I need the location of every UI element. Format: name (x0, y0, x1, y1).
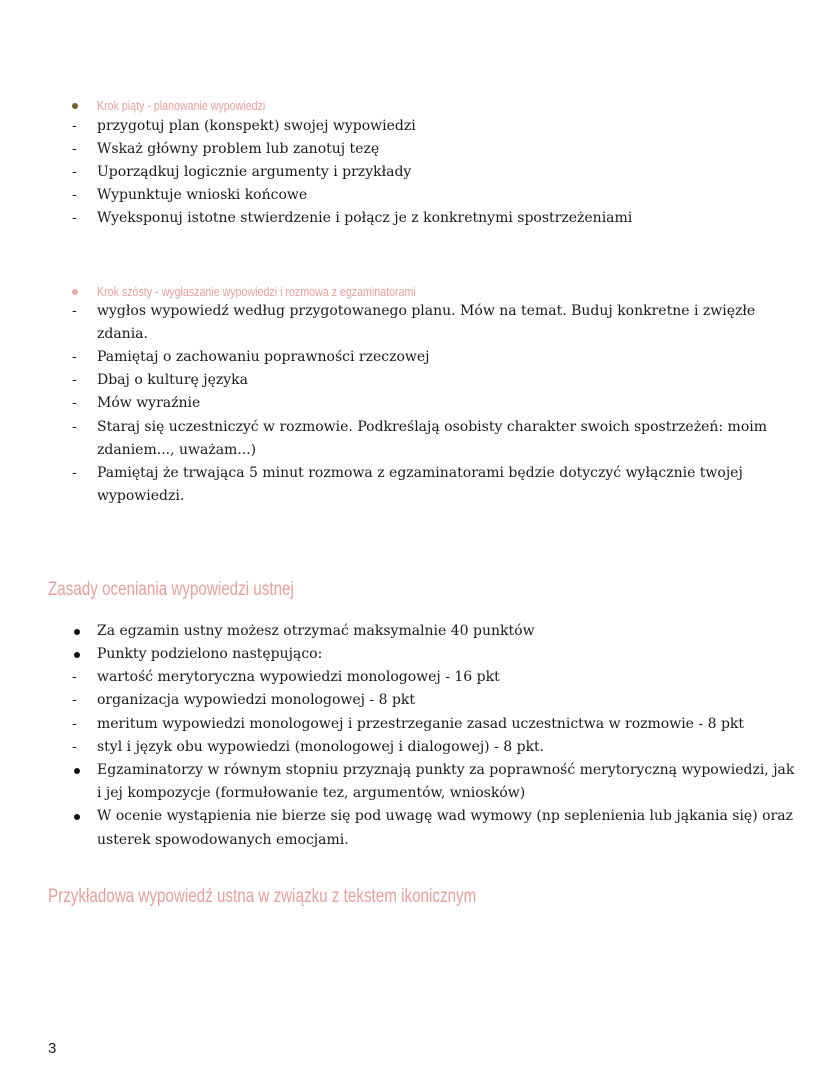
dash-icon: - (72, 372, 77, 388)
list-item: Wskaż główny problem lub zanotuj tezę (97, 141, 380, 157)
dash-icon: - (72, 118, 77, 134)
list-item: Staraj się uczestniczyć w rozmowie. Podkreślają osobisty charakter swoich spostrzeżeń: moim (97, 419, 768, 435)
dash-icon: - (72, 210, 77, 226)
list-item: meritum wypowiedzi monologowej i przestrzeganie zasad uczestnictwa w rozmowie - 8 pkt (97, 716, 745, 732)
dash-icon: - (72, 303, 77, 319)
dash-icon: - (72, 141, 77, 157)
dash-icon: - (72, 692, 77, 708)
list-item: Punkty podzielono następująco: (97, 646, 323, 662)
list-item: wartość merytoryczna wypowiedzi monologowej - 16 pkt (97, 669, 500, 685)
list-item-continuation: i jej kompozycje (formułowanie tez, argumentów, wniosków) (97, 785, 526, 801)
section-title-example: Przykładowa wypowiedź ustna w związku z tekstem ikonicznym (48, 886, 477, 907)
list-item: Pamiętaj że trwająca 5 minut rozmowa z egzaminatorami będzie dotyczyć wyłącznie twojej (97, 465, 743, 481)
step5-heading: Krok piąty - planowanie wypowiedzi (97, 98, 266, 113)
list-item-continuation: wypowiedzi. (97, 488, 185, 504)
dash-icon: - (72, 187, 77, 203)
list-item: Pamiętaj o zachowaniu poprawności rzeczowej (97, 349, 430, 365)
list-item: Uporządkuj logicznie argumenty i przykłady (97, 164, 412, 180)
bullet-icon (74, 814, 80, 820)
list-item-continuation: zdaniem..., uważam...) (97, 442, 257, 458)
dash-icon: - (72, 716, 77, 732)
step5-bullet-icon (72, 103, 78, 109)
bullet-icon (74, 652, 80, 658)
list-item: wygłos wypowiedź według przygotowanego planu. Mów na temat. Buduj konkretne i zwięzłe (97, 303, 756, 319)
bullet-icon (74, 768, 80, 774)
dash-icon: - (72, 465, 77, 481)
dash-icon: - (72, 739, 77, 755)
list-item-continuation: usterek spowodowanych emocjami. (97, 832, 349, 848)
list-item: Wypunktuje wnioski końcowe (97, 187, 308, 203)
list-item: Egzaminatorzy w równym stopniu przyznają punkty za poprawność merytoryczną wypowiedzi, jak (97, 762, 795, 778)
list-item-continuation: zdania. (97, 326, 148, 342)
dash-icon: - (72, 669, 77, 685)
list-item: przygotuj plan (konspekt) swojej wypowiedzi (97, 118, 416, 134)
step6-bullet-icon (72, 289, 78, 295)
list-item: organizacja wypowiedzi monologowej - 8 pkt (97, 692, 416, 708)
list-item: Dbaj o kulturę języka (97, 372, 248, 388)
step6-heading: Krok szósty - wygłaszanie wypowiedzi i rozmowa z egzaminatorami (97, 284, 416, 299)
dash-icon: - (72, 395, 77, 411)
page-number: 3 (48, 1040, 57, 1057)
bullet-icon (74, 629, 80, 635)
dash-icon: - (72, 349, 77, 365)
list-item: Wyeksponuj istotne stwierdzenie i połącz je z konkretnymi spostrzeżeniami (97, 210, 633, 226)
section-title-grading: Zasady oceniania wypowiedzi ustnej (48, 579, 294, 600)
list-item: Mów wyraźnie (97, 395, 201, 411)
dash-icon: - (72, 419, 77, 435)
dash-icon: - (72, 164, 77, 180)
list-item: styl i język obu wypowiedzi (monologowej i dialogowej) - 8 pkt. (97, 739, 545, 755)
list-item: Za egzamin ustny możesz otrzymać maksymalnie 40 punktów (97, 623, 535, 639)
list-item: W ocenie wystąpienia nie bierze się pod uwagę wad wymowy (np seplenienia lub jąkania się) oraz (97, 808, 793, 824)
